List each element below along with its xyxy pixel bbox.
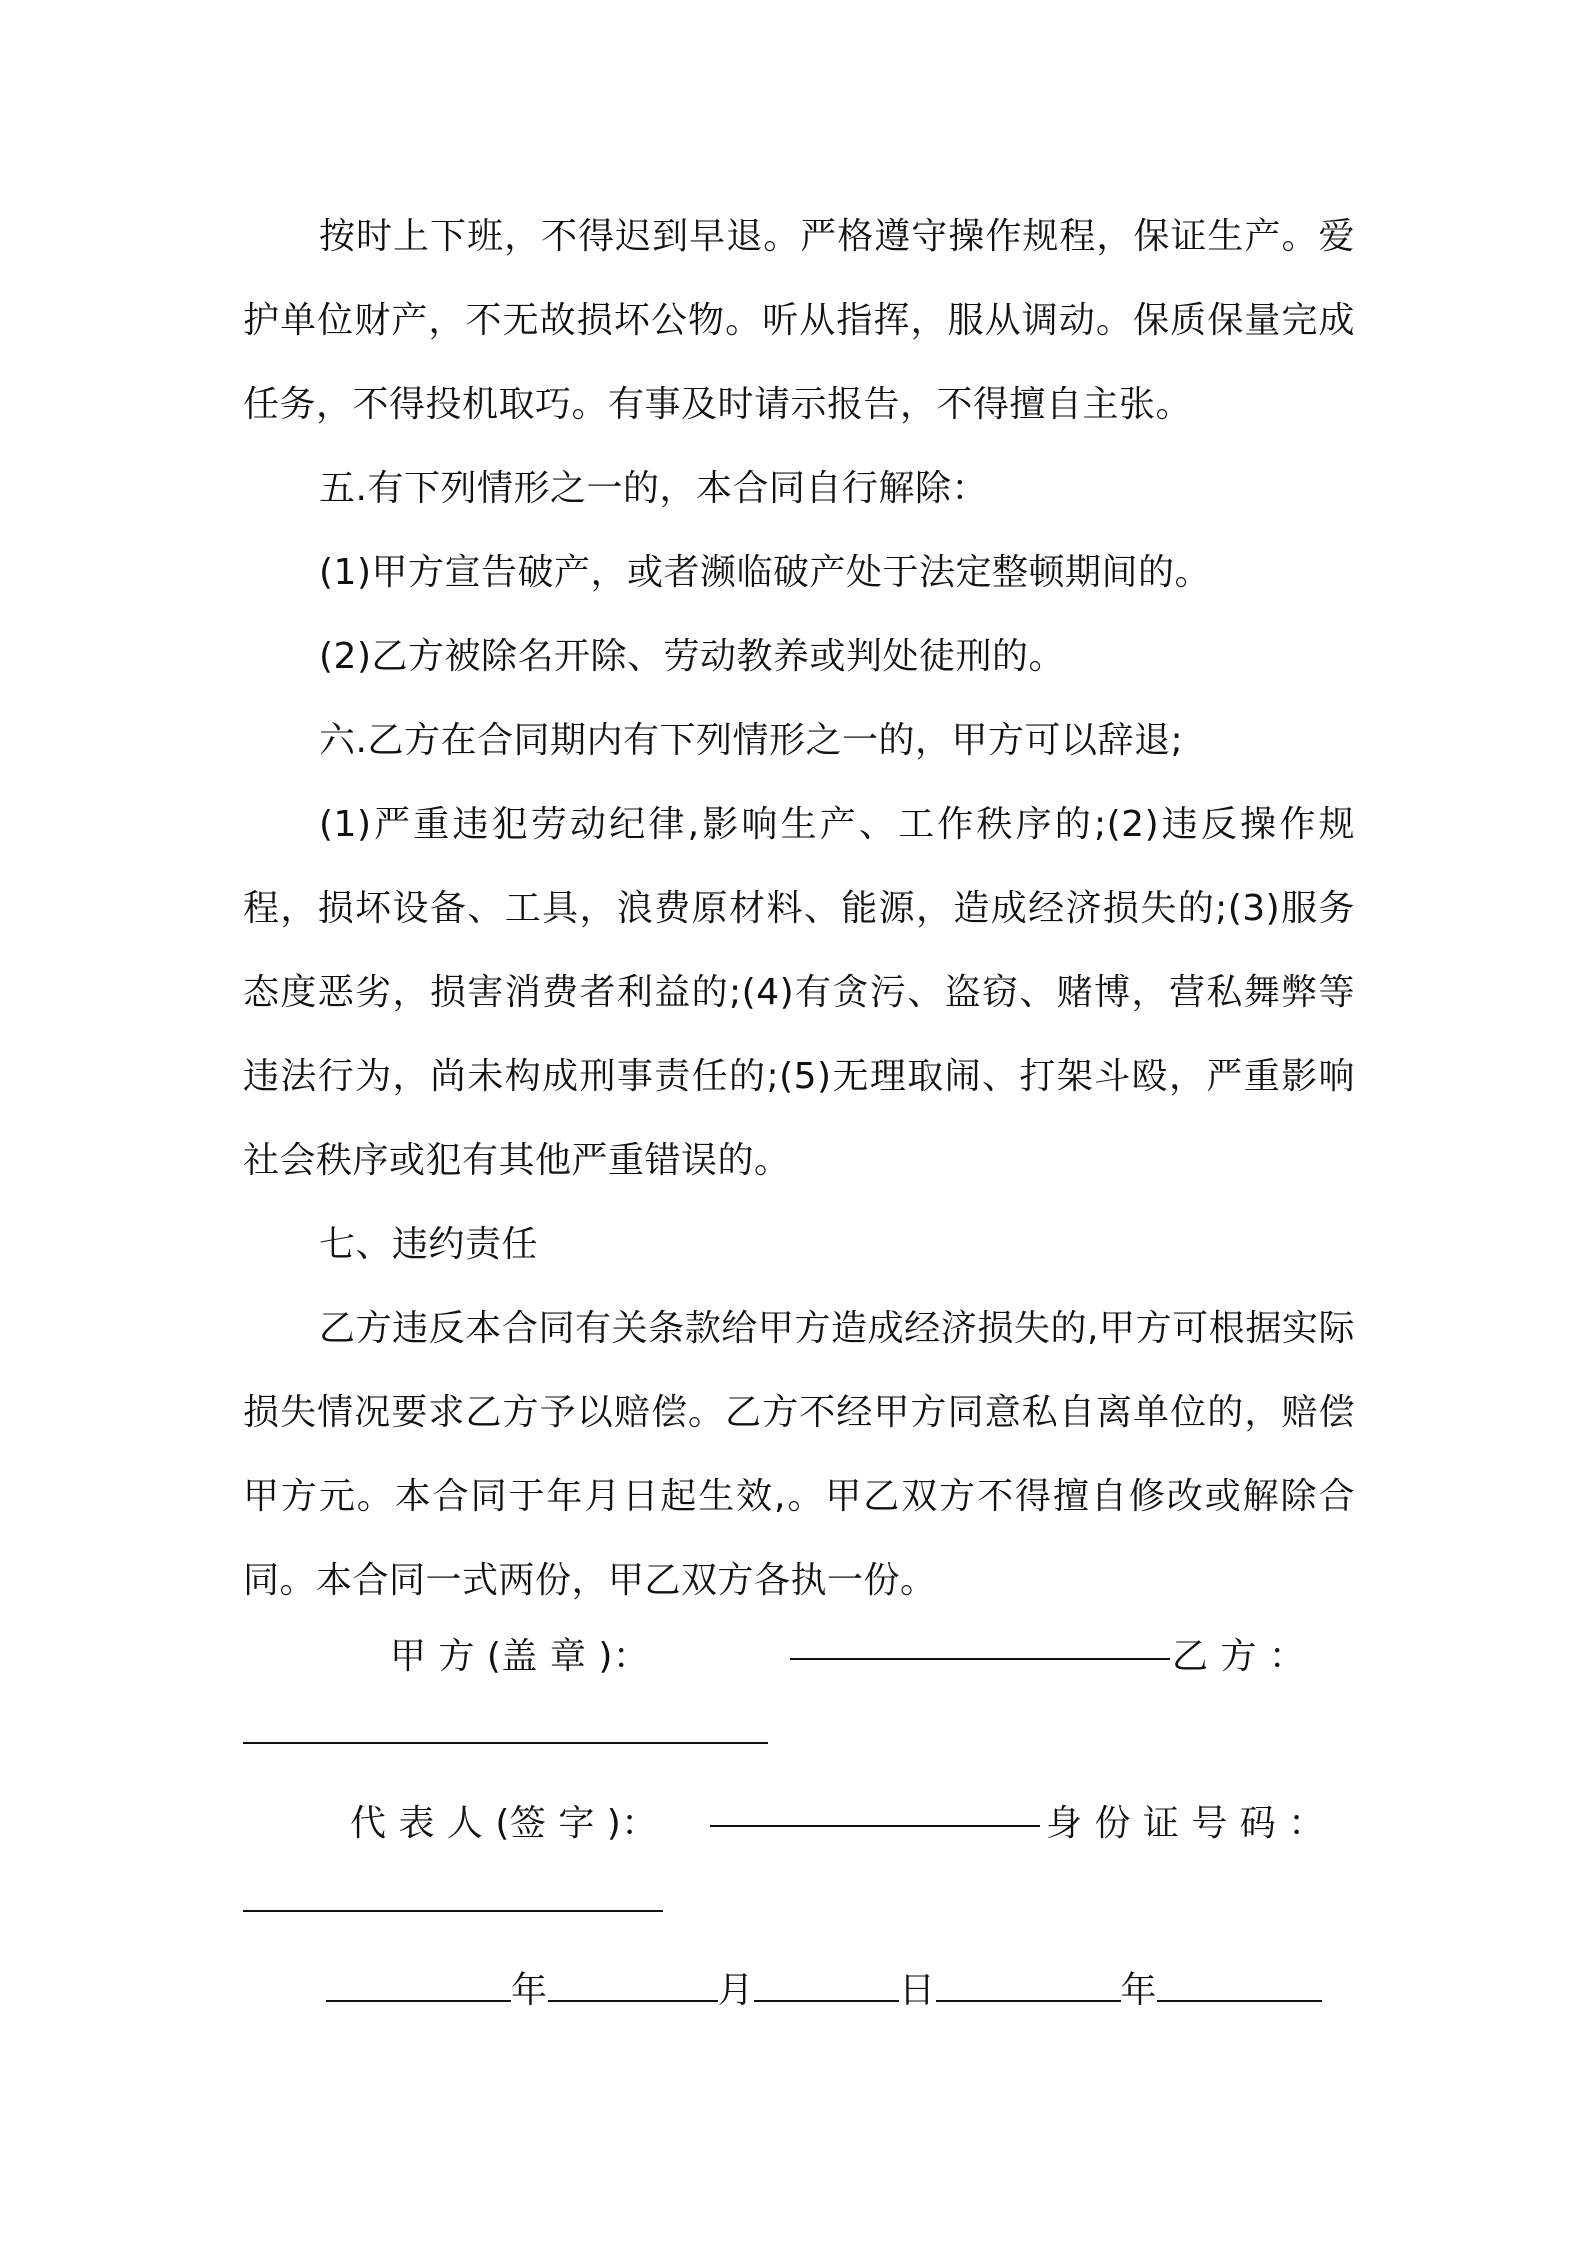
year2-blank [936,1970,1121,2002]
paragraph-termination-item-1: (1)甲方宣告破产，或者濒临破产处于法定整顿期间的。 [319,552,1211,593]
id-number-blank [243,1880,663,1921]
paragraph-liability-heading: 七、违约责任 [319,1224,539,1265]
month-label: 月 [717,1970,755,2011]
representative-signature-line [710,1795,1040,1827]
representative-label: 代 表 人 (签 字 )： [350,1803,658,1844]
day-label: 日 [899,1970,936,2011]
paragraph-termination-item-2: (2)乙方被除名开除、劳动教养或判处徒刑的。 [319,636,1065,677]
id-number-label: 身 份 证 号 码 ： [1046,1803,1325,1844]
party-a-blank [790,1628,1170,1669]
paragraph-dismissal-items: (1)严重违犯劳动纪律,影响生产、工作秩序的;(2)违反操作规程，损坏设备、工具，浪费原材料、能源，造成经济损失的;(3)服务态度恶劣，损害消费者利益的;(4)有贪污、盗窃、赌博，营私舞弊等违法行为，尚未构成刑事责任的;(5)无理取闹、打架斗殴，严重影响社会秩序或犯有其他严重错误的。 [243,804,1355,1181]
party-b-blank [243,1712,768,1753]
year2-label: 年 [1120,1970,1158,2011]
party-b-label: 乙 方 ： [1172,1636,1306,1677]
id-number-label-wrap [1046,1795,1325,1846]
trailing-blank [1157,1970,1322,2002]
paragraph-liability: 乙方违反本合同有关条款给甲方造成经济损失的,甲方可根据实际损失情况要求乙方予以赔偿。乙方不经甲方同意私自离单位的，赔偿甲方元。本合同于年月日起生效,。甲乙双方不得擅自修改或解除合同。本合同一式两份，甲乙双方各执一份。 [243,1308,1355,1601]
day-blank [754,1970,899,2002]
party-a-signature-line [790,1628,1170,1660]
month-blank [548,1970,718,2002]
id-number-line [243,1880,663,1912]
party-a-label: 甲 方 (盖 章 )： [390,1636,650,1677]
contract-body [243,195,1355,1623]
representative-blank [710,1795,1040,1836]
year-label: 年 [511,1970,548,2011]
representative-row [350,1795,658,1846]
date-row [326,1962,1322,2013]
party-b-signature-line [243,1712,768,1744]
party-b-label-wrap [1172,1628,1305,1679]
party-a-signature-row [390,1628,649,1679]
paragraph-termination-heading: 五.有下列情形之一的，本合同自行解除： [319,468,988,509]
year-blank [326,1970,511,2002]
paragraph-dismissal-heading: 六.乙方在合同期内有下列情形之一的，甲方可以辞退; [319,720,1184,761]
paragraph-duties: 按时上下班，不得迟到早退。严格遵守操作规程，保证生产。爱护单位财产，不无故损坏公物。听从指挥，服从调动。保质保量完成任务，不得投机取巧。有事及时请示报告，不得擅自主张。 [243,216,1355,425]
